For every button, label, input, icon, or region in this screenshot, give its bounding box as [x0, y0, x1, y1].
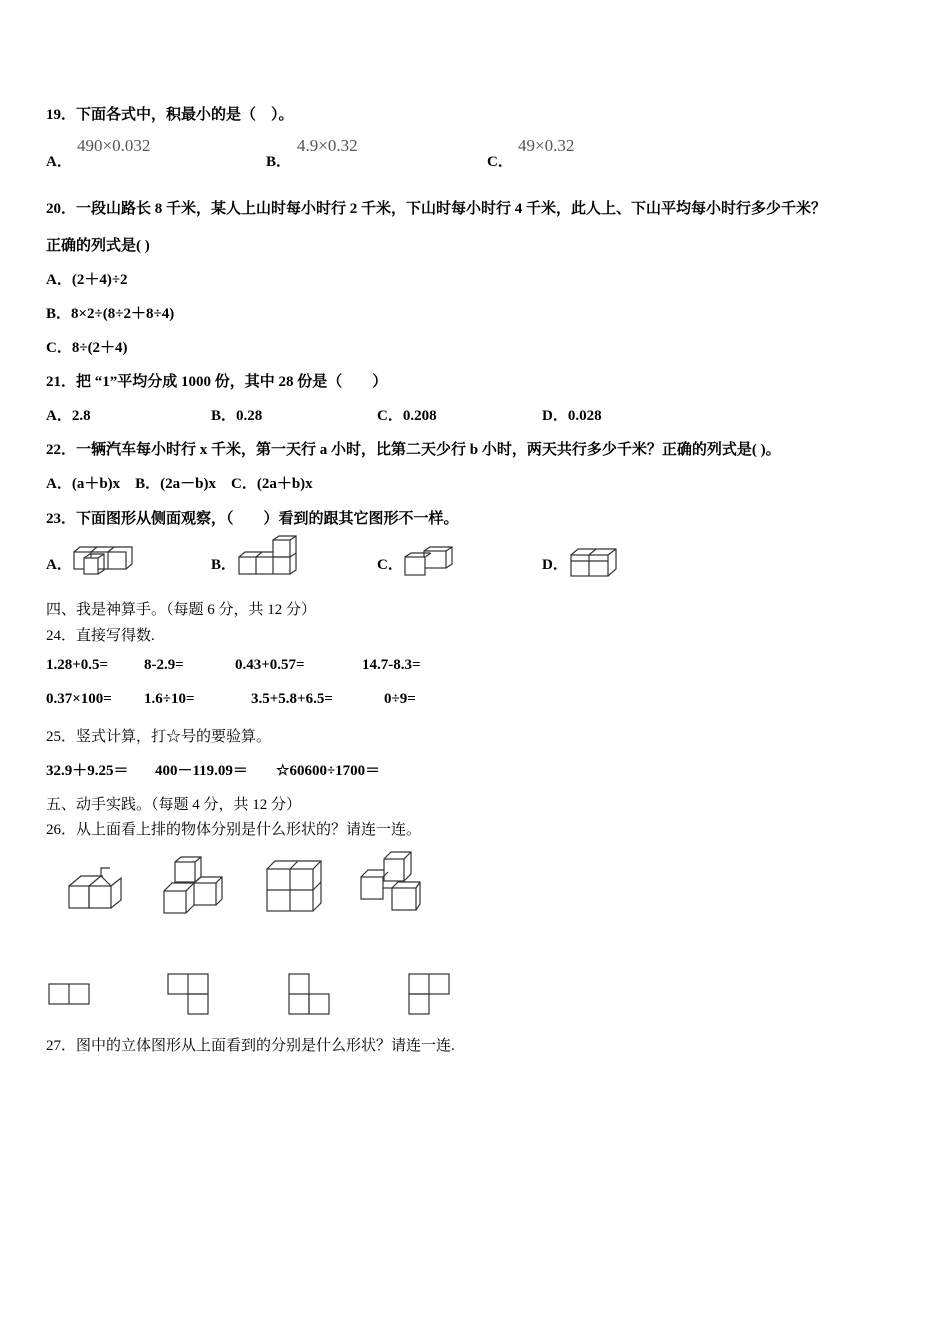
q24-item-3: 0.43+0.57=	[235, 657, 305, 673]
q26-solid-3	[264, 857, 324, 915]
q19-option-c-expr: 49×0.32	[518, 136, 575, 155]
q19-stem: 19．下面各式中，积最小的是（ ）。	[46, 107, 294, 123]
q23-figure-a	[70, 544, 140, 578]
q21-option-b: B．0.28	[211, 408, 263, 424]
q24-item-7: 3.5+5.8+6.5=	[251, 691, 333, 707]
q20-stem-line2: 正确的列式是( )	[46, 238, 150, 254]
q23-option-d-label: D．	[542, 557, 568, 573]
q20-option-b: B．8×2÷(8÷2＋8÷4)	[46, 306, 175, 322]
q23-option-a-label: A．	[46, 557, 72, 573]
q23-option-c-label: C．	[377, 557, 403, 573]
q20-stem-line1: 20．一段山路长 8 千米，某人上山时每小时行 2 千米，下山时每小时行 4 千米，此人上、下山平均每小时行多少千米？	[46, 201, 827, 217]
q23-figure-b	[236, 536, 306, 578]
q25-item-3: ☆60600÷1700＝	[276, 763, 381, 779]
q21-option-c: C．0.208	[377, 408, 437, 424]
q26-solid-1	[66, 868, 126, 914]
q23-stem: 23．下面图形从侧面观察，（ ）看到的跟其它图形不一样。	[46, 511, 459, 527]
q24-item-1: 1.28+0.5=	[46, 657, 109, 673]
q19-option-b-expr: 4.9×0.32	[297, 136, 358, 155]
q19-option-a-label: A．	[46, 154, 72, 170]
q23-option-b-label: B．	[211, 557, 237, 573]
q26-stem: 26．从上面看上排的物体分别是什么形状的？请连一连。	[46, 822, 422, 838]
q22-options: A．(a＋b)x B．(2a－b)x C．(2a＋b)x	[46, 476, 313, 492]
q24-item-2: 8-2.9=	[144, 657, 184, 673]
q26-solid-4	[358, 850, 426, 914]
q25-item-1: 32.9＋9.25＝	[46, 763, 129, 779]
q25-item-2: 400－119.09＝	[155, 763, 248, 779]
section-4-title: 四、我是神算手。（每题 6 分，共 12 分）	[46, 602, 317, 618]
q26-top-view-1	[47, 982, 91, 1006]
q27-stem: 27．图中的立体图形从上面看到的分别是什么形状？请连一连.	[46, 1038, 455, 1054]
q25-stem: 25．竖式计算，打☆号的要验算。	[46, 729, 272, 745]
q23-figure-d	[568, 545, 628, 579]
q23-figure-c	[402, 545, 462, 579]
q24-item-4: 14.7-8.3=	[362, 657, 421, 673]
q24-item-6: 1.6÷10=	[144, 691, 195, 707]
q19-option-b-label: B．	[266, 154, 292, 170]
q21-option-a: A．2.8	[46, 408, 91, 424]
q21-stem: 21．把 “1”平均分成 1000 份，其中 28 份是（ ）	[46, 374, 388, 390]
section-5-title: 五、动手实践。（每题 4 分，共 12 分）	[46, 797, 302, 813]
q20-option-c: C．8÷(2＋4)	[46, 340, 128, 356]
q26-top-view-2	[166, 972, 210, 1016]
q26-top-view-4	[407, 972, 451, 1016]
q21-option-d: D．0.028	[542, 408, 602, 424]
q20-option-a: A．(2＋4)÷2	[46, 272, 128, 288]
q24-stem: 24．直接写得数.	[46, 628, 155, 644]
q26-solid-2	[161, 855, 227, 915]
q24-item-5: 0.37×100=	[46, 691, 112, 707]
q22-stem: 22．一辆汽车每小时行 x 千米，第一天行 a 小时，比第二天少行 b 小时，两天共行多少千米？正确的列式是( )。	[46, 442, 781, 458]
q26-top-view-3	[287, 972, 331, 1016]
q19-option-a-expr: 490×0.032	[77, 136, 151, 155]
q19-option-c-label: C．	[487, 154, 513, 170]
q24-item-8: 0÷9=	[384, 691, 416, 707]
